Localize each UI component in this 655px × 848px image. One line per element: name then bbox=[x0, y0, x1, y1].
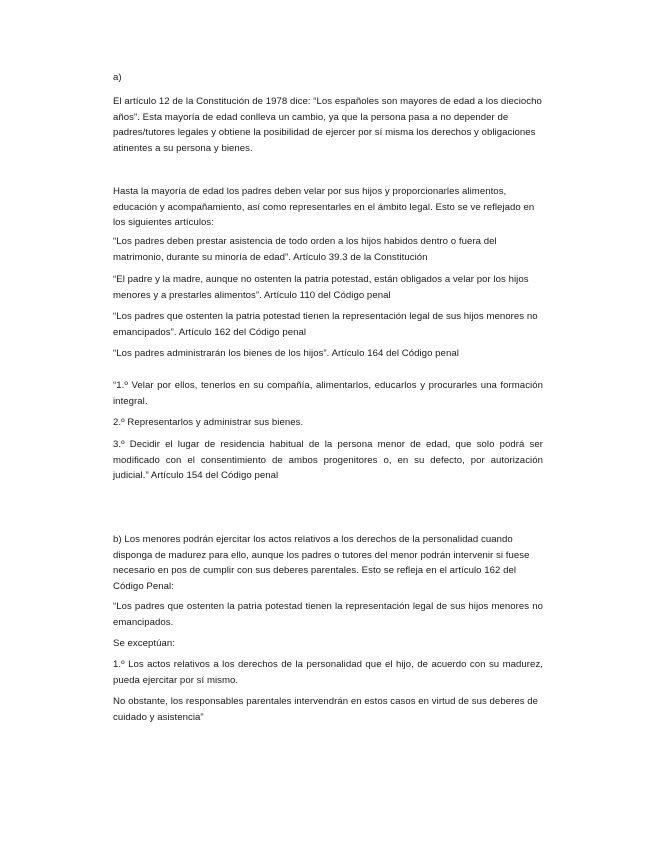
quote-article-110: “El padre y la madre, aunque no ostenten la patria potestad, están obligados a velar por los hijos menores y a prestarles alimentos”. Artículo 110 del Código penal bbox=[113, 274, 529, 301]
quote-article-162: “Los padres que ostenten la patria potestad tienen la representación legal de sus hijos menores no emancipados”. Artículo 162 del Código penal bbox=[113, 311, 538, 338]
list-item-1: “1.º Velar por ellos, tenerlos en su compañía, alimentarlos, educarlos y procurarles una formación integral. bbox=[113, 380, 543, 407]
section-b-paragraph: b) Los menores podrán ejercitar los actos relativos a los derechos de la personalidad cuando disponga de madurez para ello, aunque los padres o tutores del menor podrán intervenir si fuese necesario en pos de cumplir con sus deberes parentales. Esto se refleja en el artículo 162 del Código Penal: bbox=[113, 534, 530, 592]
paragraph-majority: Hasta la mayoría de edad los padres deben velar por sus hijos y proporcionarles alimentos, educación y acompañamiento, así como representarles en el ámbito legal. Esto se ve reflejado en los siguientes artículos: bbox=[113, 186, 535, 229]
closing-paragraph: No obstante, los responsables parentales intervendrán en estos casos en virtud de sus deberes de cuidado y asistencia” bbox=[113, 696, 539, 723]
exception-item-1: 1.º Los actos relativos a los derechos de la personalidad que el hijo, de acuerdo con su madurez, pueda ejercitar por sí mismo. bbox=[113, 659, 543, 686]
exceptions-heading: Se exceptúan: bbox=[113, 638, 175, 649]
quote-article-164: “Los padres administrarán los bienes de los hijos”. Artículo 164 del Código penal bbox=[113, 348, 459, 359]
list-item-2: 2.º Representarlos y administrar sus bienes. bbox=[113, 417, 304, 428]
section-a-label: a) bbox=[113, 72, 122, 83]
paragraph-constitution: El artículo 12 de la Constitución de 1978 dice: “Los españoles son mayores de edad a los dieciocho años”. Esta mayoría de edad conlleva un cambio, ya que la persona pasa a no depender de padres/tutores legales y obtiene la posibilidad de ejercer por sí misma los derechos y obligaciones atinentes a su persona y bienes. bbox=[113, 96, 542, 154]
quote-article-162-b: “Los padres que ostenten la patria potestad tienen la representación legal de sus hijos menores no emancipados. bbox=[113, 601, 543, 628]
quote-article-39: “Los padres deben prestar asistencia de todo orden a los hijos habidos dentro o fuera del matrimonio, durante su minoría de edad”. Artículo 39.3 de la Constitución bbox=[113, 236, 497, 263]
list-item-3: 3.º Decidir el lugar de residencia habitual de la persona menor de edad, que solo podrá ser modificado con el consentimiento de ambos progenitores o, en su defecto, por autorización judicial.” Artículo 154 del Código penal bbox=[113, 439, 543, 482]
